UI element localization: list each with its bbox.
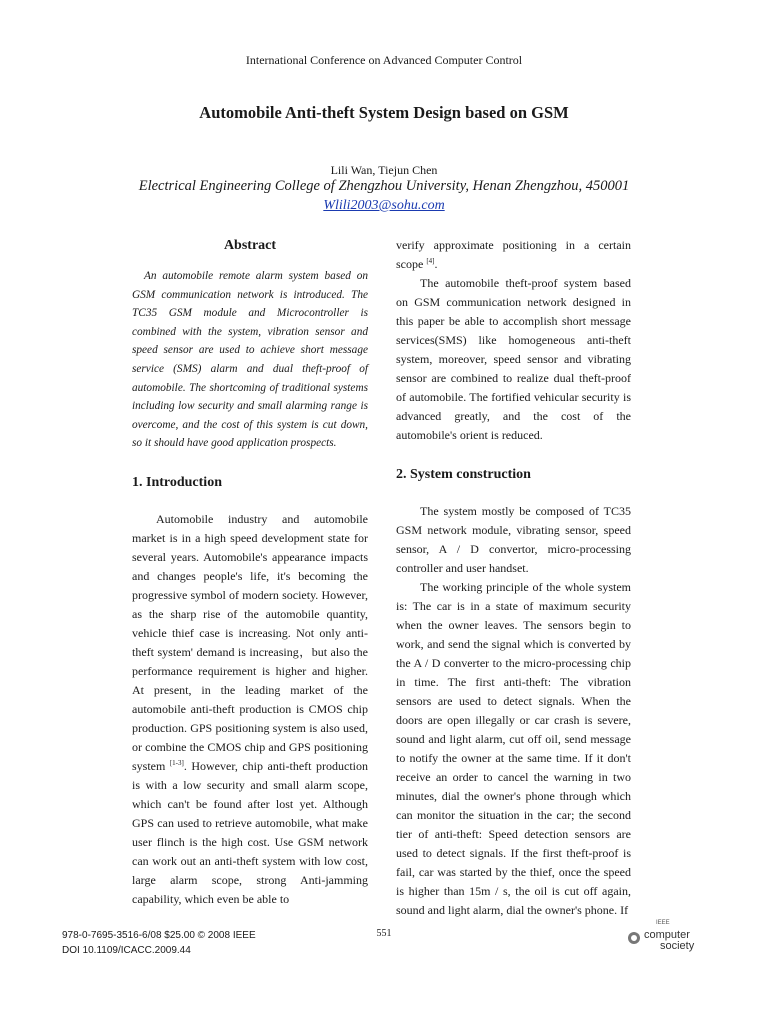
abstract-heading: Abstract [223, 238, 277, 253]
society-emblem-icon [628, 932, 640, 944]
email-link[interactable]: Wlili2003@sohu.com [323, 198, 445, 213]
author-email [0, 198, 768, 214]
logo-computer-text: computer [644, 929, 690, 941]
system-construction-heading: 2. System construction [396, 467, 531, 482]
citation-1-3: [1-3] [169, 758, 184, 767]
intro-text-part1: Automobile industry and automobile market is in a high speed development state for several years. Automobile's appearance impacts and changes people's life, it's becoming the progressive symbol of modern society. However, as the sharp rise of the automobile quantity, vehicle thief case is increasing. Not only anti-theft system' demand is increasing，but also the performance requirement is higher and higher. At present, in the leading market of the automobile anti-theft production is CMOS chip production. GPS positioning system is also used, or combine the CMOS chip and GPS positioning system [132, 511, 368, 773]
continuation-text: verify approximate positioning in a certain scope [396, 238, 631, 271]
logo-society-text: society [660, 940, 695, 952]
system-paragraph-2: The working principle of the whole system is: The car is in a state of maximum security when the owner leaves. The sensors begin to work, and send the signal which is converted by the A / D converter to the micro-processing chip in time. The first anti-theft: The vibration sensors are used to detect signals. When the doors are open illegally or car crash is severe, sound and light alarm, cut off oil, send message to notify the owner at the same time. If it don't receive an order to cancel the warning in two minutes, dial the owner's phone through which can monitor the situation in the car; the second tier of anti-theft: Speed detection sensors are used to detect signals. If the first theft-proof is fail, car was started by the thief, once the speed is higher than 15m / s, the oil is cut off again, sound and light alarm, dial the owner's phone. If [396, 580, 631, 917]
abstract-text: An automobile remote alarm system based on GSM communication network is introduced. The TC35 GSM module and Microcontroller is combined with the system, vibration sensor and speed sensor are used to achieve short message service (SMS) alarm and dual theft-proof of automobile. The shortcoming of traditional systems including low security and small alarming range is overcome, and the cost of this system is cut down, so it should have good application prospects. [132, 270, 368, 450]
intro-text-part2: . However, chip anti-theft production is with a low security and small alarm scope, which can't be found after lost yet. Although GPS can used to retrieve automobile, what make user flinch is the high cost. Use GSM network can work out an anti-theft system with low cost, large alarm scope, strong Anti-jamming capability, which even be able to [132, 758, 368, 906]
paper-affiliation: Electrical Engineering College of Zhengzhou University, Henan Zhengzhou, 450001 [138, 178, 630, 194]
system-paragraph-1: The system mostly be composed of TC35 GSM network module, vibrating sensor, speed sensor, A / D convertor, micro-processing controller and user handset. [396, 504, 631, 575]
intro-continuation [396, 236, 631, 274]
doi-line: DOI 10.1109/ICACC.2009.44 [62, 945, 191, 956]
ieee-computer-society-logo [626, 920, 710, 954]
page-number: 551 [376, 928, 392, 939]
right-column [396, 236, 631, 920]
left-column [132, 236, 368, 909]
citation-4: [4] [426, 257, 435, 265]
introduction-paragraph [132, 510, 368, 909]
intro-paragraph-2: The automobile theft-proof system based on GSM communication network designed in this paper be able to accomplish short message services(SMS) like homogeneous anti-theft system, moreover, speed sensor and vibrating sensor are combined to realize dual theft-proof of automobile. The fortified vehicular security is advanced greatly, and the cost of the automobile's orient is reduced. [396, 276, 631, 442]
isbn-line: 978-0-7695-3516-6/08 $25.00 © 2008 IEEE [62, 930, 256, 941]
paper-authors: Lili Wan, Tiejun Chen [330, 163, 438, 177]
logo-ieee-text: IEEE [656, 920, 670, 926]
conference-header: International Conference on Advanced Computer Control [245, 53, 523, 67]
paper-title: Automobile Anti-theft System Design based on GSM [199, 103, 569, 122]
introduction-heading: 1. Introduction [132, 474, 222, 490]
continuation-end: . [434, 257, 438, 271]
